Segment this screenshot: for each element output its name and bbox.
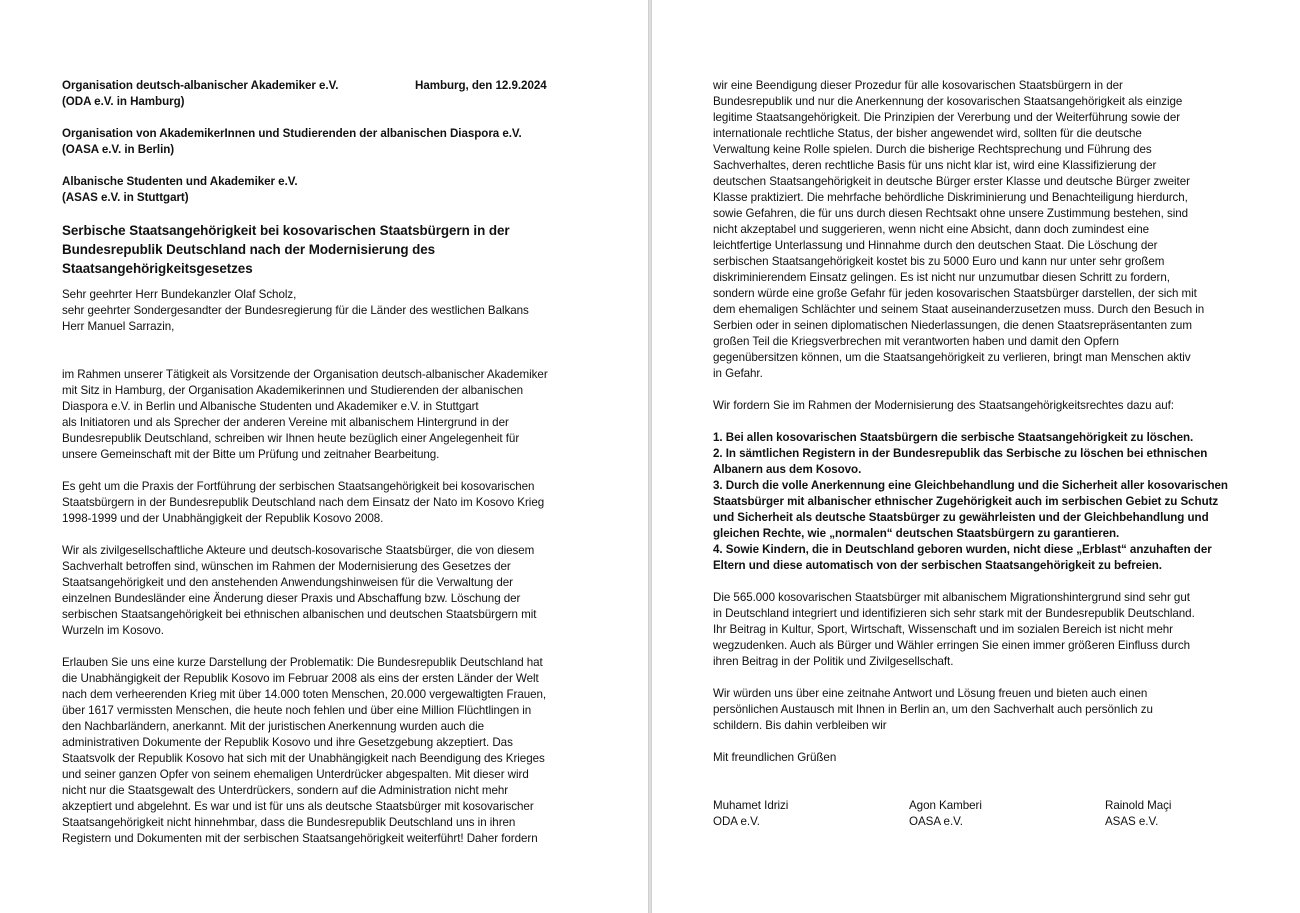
paragraph-integration [713,590,1225,670]
text-line: 1998-1999 und der Unabhängigkeit der Republik Kosovo 2008. [62,512,384,525]
spacer [62,527,572,543]
text-line: sowie Gefahren, die für uns durch diesen Rechtsakt ohne unsere Zustimmung bestehen, sind [713,207,1189,220]
text-line: nach dem verheerenden Krieg mit über 14.000 toten Menschen, 20.000 vergewaltigten Frauen, [62,688,547,701]
text-line: akzeptiert und abgelehnt. Es war und ist für uns als deutsche Staatsbürger mit kosovarischer [62,800,534,813]
demand-item: Staatsbürger mit albanischer ethnischer Zugehörigkeit auch im serbischen Gebiet zu Schutz [713,495,1219,508]
spacer [713,782,1225,798]
signature-block [713,798,1225,832]
text-line: Diaspora e.V. in Berlin und Albanische Studenten und Akademiker e.V. in Stuttgart [62,400,479,413]
spacer [713,414,1225,430]
sender-org-oda-short: (ODA e.V. in Hamburg) [62,95,185,108]
demand-item: Albanern aus dem Kosovo. [713,463,862,476]
document-page-right [652,0,1300,913]
text-line: Bundesrepublik und nur die Anerkennung der kosovarischen Staatsangehörigkeit als einzige [713,95,1183,108]
letter-header-row [62,78,572,94]
sender-org-asas-name: Albanische Studenten und Akademiker e.V. [62,175,298,188]
closing-greeting: Mit freundlichen Grüßen [713,751,837,764]
spacer [62,335,572,351]
demand-item: 1. Bei allen kosovarischen Staatsbürgern die serbische Staatsangehörigkeit zu löschen. [713,431,1194,444]
signature-asas [1105,798,1171,830]
page-content-left [62,78,572,847]
sender-org-oda-name: Organisation deutsch-albanischer Akademiker e.V. [62,79,339,92]
text-line: Wurzeln im Kosovo. [62,624,164,637]
text-line: Sachverhaltes, deren rechtliche Basis für uns nicht klar ist, wird eine Klassifizierung der [713,159,1157,172]
demand-item: 2. In sämtlichen Registern in der Bundesrepublik das Serbische zu löschen bei ethnischen [713,447,1208,460]
text-line: serbischen Staatsangehörigkeit kostet bis zu 5000 Euro und kann nur unter sehr großem [713,255,1165,268]
sender-org-oasa-name: Organisation von AkademikerInnen und Studierenden der albanischen Diaspora e.V. [62,127,522,140]
text-line: Es geht um die Praxis der Fortführung der serbischen Staatsangehörigkeit bei kosovarischen [62,480,535,493]
spacer [62,463,572,479]
subject-line: Serbische Staatsangehörigkeit bei kosovarischen Staatsbürgern in der [62,223,510,238]
text-line: großen Teil die Kriegsverbrechen mit verantworten haben und damit den Opfern [713,335,1119,348]
text-line: Staatsvolk der Republik Kosovo hat sich mit der Unabhängigkeit nach Beendigung des Krieges [62,752,545,765]
text-line: Klasse praktiziert. Die mehrfache behördliche Diskriminierung und Benachteiligung hierdurch, [713,191,1188,204]
text-line: und seiner ganzen Opfer von seinem ehemaligen Unterdrücker abgespalten. Mit dieser wird [62,768,529,781]
paragraph-issue [62,479,572,527]
signatory-name: Muhamet Idrizi [713,799,789,812]
text-line: gegenübersitzen können, um die Staatsangehörigkeit zu verlieren, bringt man Menschen aktiv [713,351,1191,364]
text-line: Ihr Beitrag in Kultur, Sport, Wirtschaft, Wissenschaft und im sozialen Bereich ist nicht mehr [713,623,1173,636]
demand-item: 3. Durch die volle Anerkennung eine Gleichbehandlung und die Sicherheit aller kosovarischen [713,479,1228,492]
salutation-line: Herr Manuel Sarrazin, [62,320,175,333]
text-line: Erlauben Sie uns eine kurze Darstellung der Problematik: Die Bundesrepublik Deutschland hat [62,656,543,669]
spacer [713,670,1225,686]
spacer [713,382,1225,398]
signatory-name: Agon Kamberi [909,799,982,812]
text-line: Registern und Dokumenten mit der serbischen Staatsangehörigkeit weiterführt! Daher fordern [62,832,538,845]
text-line: administrativen Dokumente der Republik Kosovo und ihre Gesetzgebung akzeptiert. Das [62,736,513,749]
text-line: deutschen Staatsangehörigkeit in deutsche Bürger erster Klasse und deutsche Bürger zweiter [713,175,1190,188]
sender-org-asas-short: (ASAS e.V. in Stuttgart) [62,191,189,204]
sender-org-oasa-short: (OASA e.V. in Berlin) [62,143,175,156]
subject-line: Staatsangehörigkeitsgesetzes [62,261,253,276]
signature-oasa [909,798,982,830]
text-line: dem ehemaligen Schlächter und seinem Staat auseinanderzusetzen muss. Durch den Besuch in [713,303,1205,316]
spacer [62,351,572,367]
text-line: Staatsangehörigkeit und den anstehenden Anwendungshinweisen für die Verwaltung der [62,576,513,589]
paragraph-closing-request [713,686,1225,734]
spacer [713,574,1225,590]
letter-subject [62,221,572,278]
text-line: Staatsbürgern in der Bundesrepublik Deutschland nach dem Einsatz der Nato im Kosovo Krieg [62,496,545,509]
spacer [62,639,572,655]
text-line: Verwaltung keine Rolle spielen. Durch die bisherige Rechtsprechung und Führung des [713,143,1152,156]
text-line: schildern. Bis dahin verbleiben wir [713,719,887,732]
text-line: die Unabhängigkeit der Republik Kosovo im Februar 2008 als eins der ersten Länder der Welt [62,672,539,685]
text-line: mit Sitz in Hamburg, der Organisation Akademikerinnen und Studierenden der albanischen [62,384,524,397]
place-date: Hamburg, den 12.9.2024 [415,79,547,92]
text-line: serbischen Staatsangehörigkeit bei ethnischen albanischen und deutschen Staatsbürgern mit [62,608,537,621]
text-line: wegzudenken. Auch als Bürger und Wähler erringen Sie einen immer größeren Einfluss durch [713,639,1190,652]
paragraph-request [62,543,572,639]
text-line: Wir als zivilgesellschaftliche Akteure und deutsch-kosovarische Staatsbürger, die von diesem [62,544,535,557]
text-line: Die 565.000 kosovarischen Staatsbürger mit albanischem Migrationshintergrund sind sehr gut [713,591,1190,604]
salutation-line: sehr geehrter Sondergesandter der Bundesregierung für die Länder des westlichen Balkans [62,304,529,317]
text-line: im Rahmen unserer Tätigkeit als Vorsitzende der Organisation deutsch-albanischer Akademiker [62,368,548,381]
text-line: Serbien oder in seinen diplomatischen Niederlassungen, die denen Staatsrepräsentanten zum [713,319,1192,332]
demand-item: und Sicherheit als deutsche Staatsbürger zu gewährleisten und der Gleichbehandlung und [713,511,1209,524]
signatory-org: OASA e.V. [909,815,963,828]
demands-intro: Wir fordern Sie im Rahmen der Modernisierung des Staatsangehörigkeitsrechtes dazu auf: [713,399,1174,412]
text-line: Staatsangehörigkeit nicht hinnehmbar, dass die Bundesrepublik Deutschland uns in ihren [62,816,516,829]
spacer [713,766,1225,782]
text-line: über 1617 vermissten Menschen, die heute noch fehlen und über eine Million Flüchtlingen in [62,704,532,717]
text-line: nicht akzeptabel und suggerieren, wenn nicht eine Absicht, dann doch zumindest eine [713,223,1150,236]
spacer [713,734,1225,750]
text-line: Sachverhalt betroffen sind, wünschen im Rahmen der Modernisierung des Gesetzes der [62,560,511,573]
text-line: ihren Beitrag in der Politik und Zivilgesellschaft. [713,655,954,668]
signatory-org: ASAS e.V. [1105,815,1159,828]
salutation-line: Sehr geehrter Herr Bundekanzler Olaf Scholz, [62,288,297,301]
demand-item: 4. Sowie Kindern, die in Deutschland geboren wurden, nicht diese „Erblast“ anzuhaften der [713,543,1212,556]
signature-oda [713,798,788,830]
demands-list [713,430,1228,574]
paragraph-background [62,655,572,847]
text-line: leichtfertige Unterlassung und Hinnahme durch den deutschen Staat. Die Löschung der [713,239,1158,252]
text-line: einzelnen Bundesländer eine Änderung dieser Praxis und Abschaffung bzw. Löschung der [62,592,521,605]
text-line: internationale rechtliche Status, der bisher angewendet wird, sollten für die deutsche [713,127,1142,140]
spacer [62,158,572,174]
demand-item: Eltern und diese automatisch von der serbischen Staatsangehörigkeit zu befreien. [713,559,1162,572]
text-line: Bundesrepublik Deutschland, schreiben wir Ihnen heute bezüglich einer Angelegenheit für [62,432,520,445]
text-line: in Gefahr. [713,367,763,380]
signatory-name: Rainold Maçi [1105,799,1172,812]
salutation [62,287,572,335]
text-line: den Nachbarländern, anerkannt. Mit der juristischen Anerkennung wurden auch die [62,720,485,733]
text-line: unsere Gemeinschaft mit der Bitte um Prüfung und zeitnaher Bearbeitung. [62,448,440,461]
demand-item: gleichen Rechte, wie „normalen“ deutschen Staatsbürgern zu garantieren. [713,527,1120,540]
document-page-left [0,0,648,913]
text-line: Wir würden uns über eine zeitnahe Antwort und Lösung freuen und bieten auch einen [713,687,1148,700]
signatory-org: ODA e.V. [713,815,760,828]
text-line: nicht nur die Staatsgewalt des Unterdrückers, sondern auf die Administration nicht mehr [62,784,509,797]
text-line: als Initiatoren und als Sprecher der anderen Vereine mit albanischem Hintergrund in der [62,416,509,429]
page-content-right [713,78,1228,832]
subject-line: Bundesrepublik Deutschland nach der Modernisierung des [62,242,436,257]
spacer [62,110,572,126]
text-line: persönlichen Austausch mit Ihnen in Berlin an, um den Sachverhalt auch persönlich zu [713,703,1153,716]
text-line: sondern würde eine große Gefahr für jeden kosovarischen Staatsbürger darstellen, der sich mit [713,287,1197,300]
paragraph-demand-context [713,78,1225,382]
text-line: in Deutschland integriert und identifizieren sich sehr stark mit der Bundesrepublik Deutschland. [713,607,1195,620]
text-line: diskriminierendem Einsatz gelingen. Es ist nicht nur unzumutbar diesen Schritt zu fordern, [713,271,1170,284]
paragraph-introduction [62,367,572,463]
text-line: legitime Staatsangehörigkeit. Die Prinzipien der Vererbung und der Weiterführung sowie der [713,111,1181,124]
text-line: wir eine Beendigung dieser Prozedur für alle kosovarischen Staatsbürgern in der [713,79,1123,92]
